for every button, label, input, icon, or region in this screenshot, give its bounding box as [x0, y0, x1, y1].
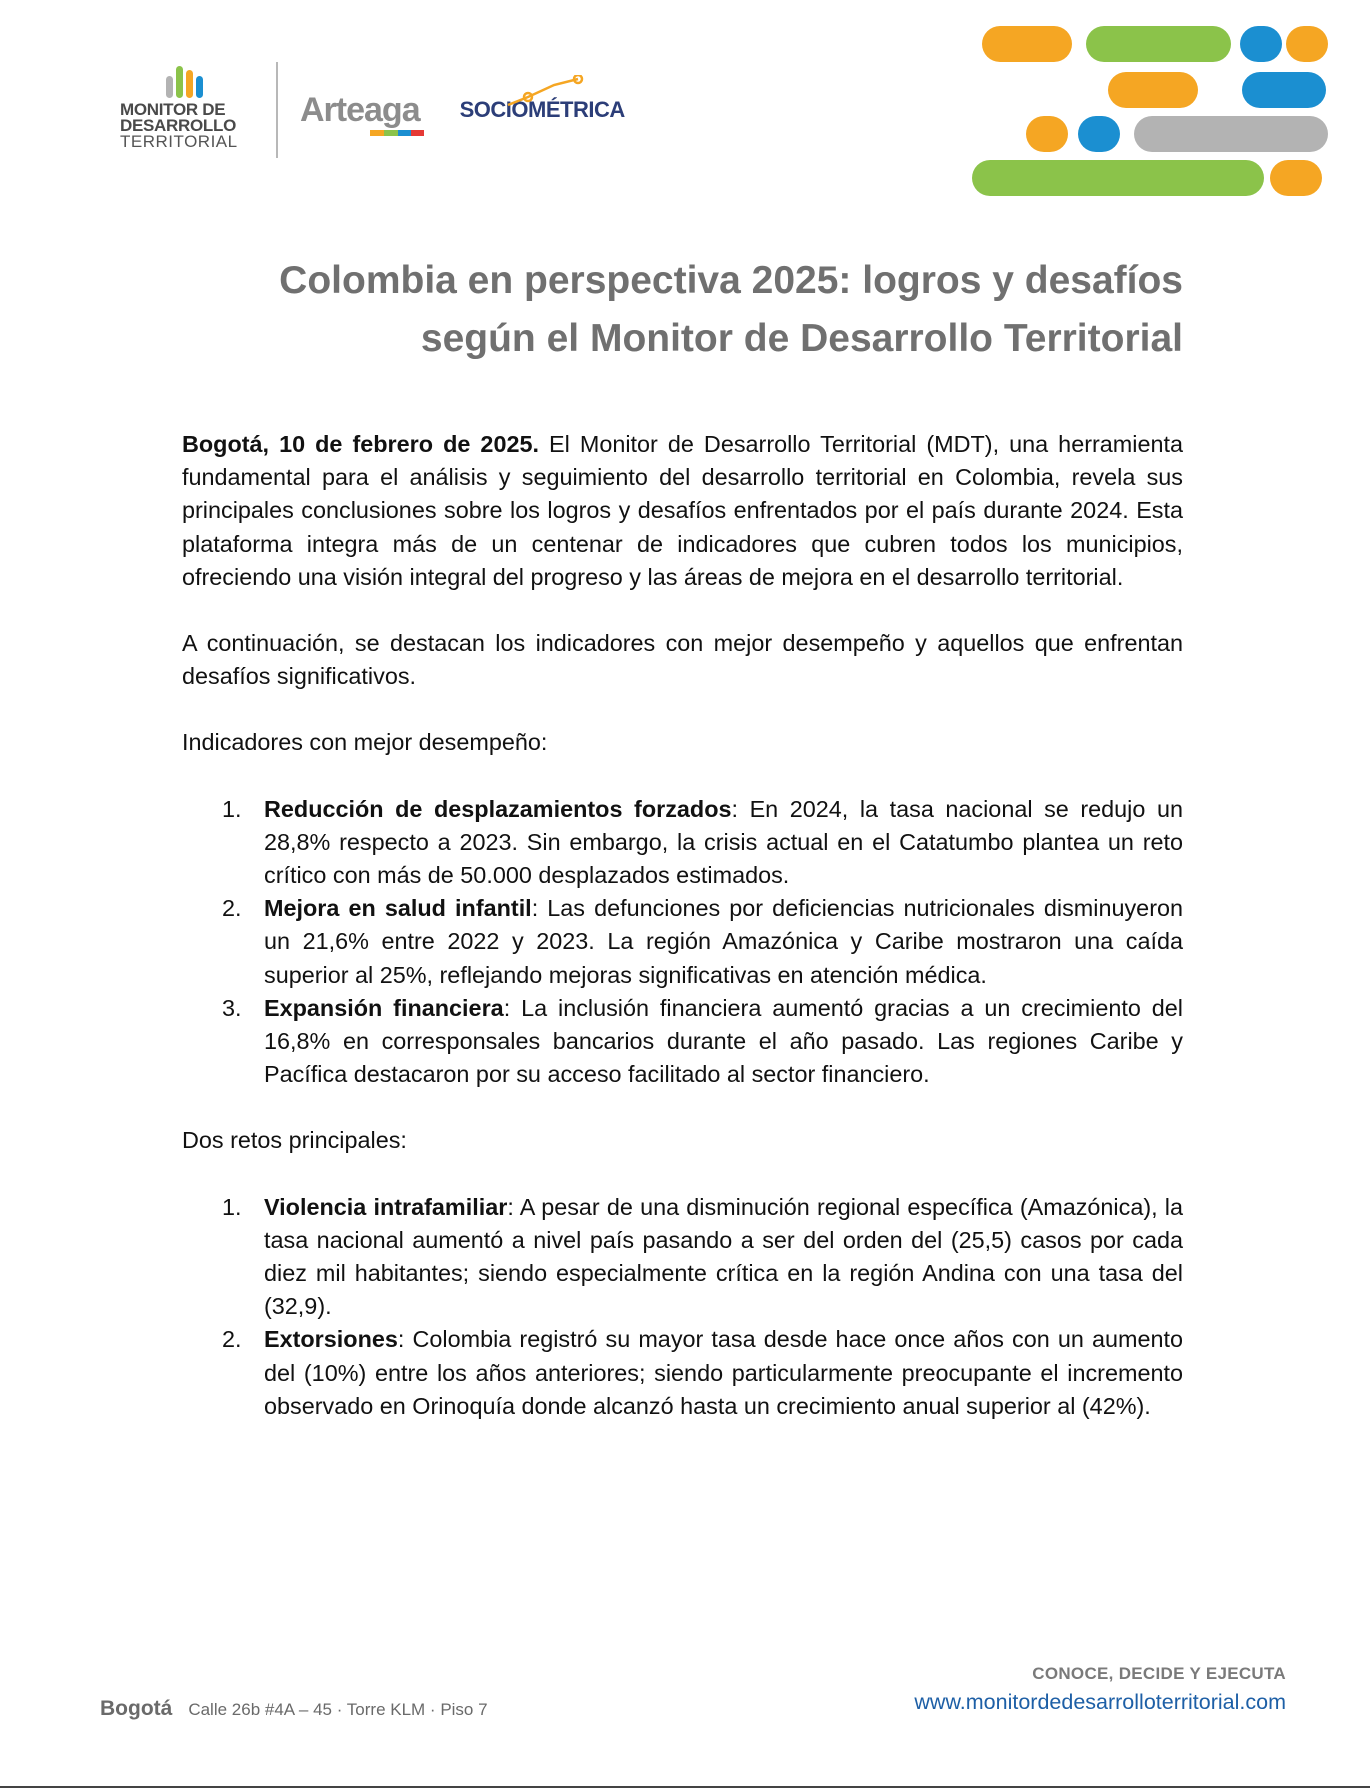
intro-text: El Monitor de Desarrollo Territorial (MDT), una herramienta fundamental para el análisis y seguimiento del desarrollo territorial en Colombia, revela sus principales conclusiones sobre los logros y desafíos enfrentados por el país durante 2024. Esta plataforma integra más de un centenar de indicadores que cubren todos los municipios, ofreciendo una visión integral del progreso y las áreas de mejora en el desarrollo territorial.: [182, 431, 1183, 590]
list-item: [222, 992, 1184, 1092]
footer-address: [100, 1697, 488, 1721]
item-text: : Las defunciones por deficiencias nutricionales disminuyeron un 21,6% entre 2022 y 2023. La región Amazónica y Caribe mostraron una caída superior al 25%, reflejando mejoras significativas en atención médica.: [264, 895, 1183, 988]
footer-contact: [914, 1664, 1286, 1715]
list-number: 1.: [222, 1193, 242, 1220]
list-item: [222, 892, 1183, 992]
page-title: [150, 252, 1183, 368]
sociometrica-logo: [460, 97, 625, 123]
best-indicators-list: [182, 793, 1183, 1092]
mdt-logo-text: [120, 102, 260, 150]
list-item: [222, 1191, 1183, 1324]
item-title: Violencia intrafamiliar: [264, 1193, 508, 1220]
mdt-logo: [118, 60, 258, 160]
challenges-heading: Dos retos principales:: [182, 1127, 407, 1154]
list-number: 3.: [222, 994, 242, 1021]
logo-divider: [276, 62, 278, 158]
decorative-pills-graphic: [960, 20, 1340, 200]
list-number: 1.: [222, 795, 242, 822]
item-title: Mejora en salud infantil: [264, 895, 532, 922]
partner-logos: [118, 55, 625, 165]
item-text: : A pesar de una disminución regional específica (Amazónica), la tasa nacional aumentó a nivel país pasando a ser del orden del (25,5) casos por cada diez mil habitantes; siendo especialmente crítica en la región Andina con una tasa del (32,9).: [264, 1193, 1183, 1320]
sociometrica-logo-text: SOCIOMÉTRICA: [459, 97, 625, 122]
page-bottom-rule: [0, 1786, 1370, 1788]
list-item: [222, 1323, 1183, 1423]
dateline: Bogotá, 10 de febrero de 2025.: [182, 431, 539, 457]
challenges-list: [182, 1191, 1183, 1423]
arteaga-logo: [300, 91, 420, 130]
summary-paragraph: A continuación, se destacan los indicadores con mejor desempeño y aquellos que enfrentan desafíos significativos.: [182, 630, 1183, 690]
title-line-2: según el Monitor de Desarrollo Territorial: [420, 317, 1183, 360]
website-link[interactable]: www.monitordedesarrolloterritorial.com: [914, 1690, 1286, 1714]
item-title: Extorsiones: [264, 1326, 398, 1353]
arteaga-logo-text: Arteaga: [300, 90, 420, 129]
list-number: 2.: [222, 895, 242, 922]
arteaga-underline-icon: [370, 130, 424, 136]
list-number: 2.: [222, 1326, 242, 1353]
bars-icon: [164, 62, 206, 98]
item-title: Reducción de desplazamientos forzados: [264, 795, 732, 822]
item-title: Expansión financiera: [264, 994, 504, 1021]
item-text: : En 2024, la tasa nacional se redujo un 28,8% respecto a 2023. Sin embargo, la crisis actual en el Catatumbo plantea un reto crítico con más de 50.000 desplazados estimados.: [264, 795, 1183, 889]
mdt-logo-line3: TERRITORIAL: [120, 132, 238, 151]
intro-paragraph: [182, 428, 1183, 594]
best-indicators-heading: Indicadores con mejor desempeño:: [182, 729, 548, 756]
article-body: [182, 428, 1183, 1423]
mdt-logo-line2: DESARROLLO: [120, 116, 237, 135]
mdt-logo-line1: MONITOR DE: [120, 100, 226, 119]
footer-slogan: CONOCE, DECIDE Y EJECUTA: [1032, 1664, 1286, 1683]
page-header: [0, 0, 1370, 210]
title-line-1: Colombia en perspectiva 2025: logros y desafíos: [279, 259, 1183, 302]
item-text: : La inclusión financiera aumentó gracias a un crecimiento del 16,8% en corresponsales bancarios durante el año pasado. Las regiones Caribe y Pacífica destacaron por su acceso facilitado al sector financiero.: [264, 994, 1184, 1088]
footer-street-address: Calle 26b #4A – 45 · Torre KLM · Piso 7: [188, 1700, 488, 1719]
footer-city: Bogotá: [100, 1697, 173, 1720]
list-item: [222, 793, 1183, 893]
network-icon: [468, 75, 598, 115]
item-text: : Colombia registró su mayor tasa desde hace once años con un aumento del (10%) entre los años anteriores; siendo particularmente preocupante el incremento observado en Orinoquía donde alcanzó hasta un crecimiento anual superior al (42%).: [264, 1326, 1183, 1419]
